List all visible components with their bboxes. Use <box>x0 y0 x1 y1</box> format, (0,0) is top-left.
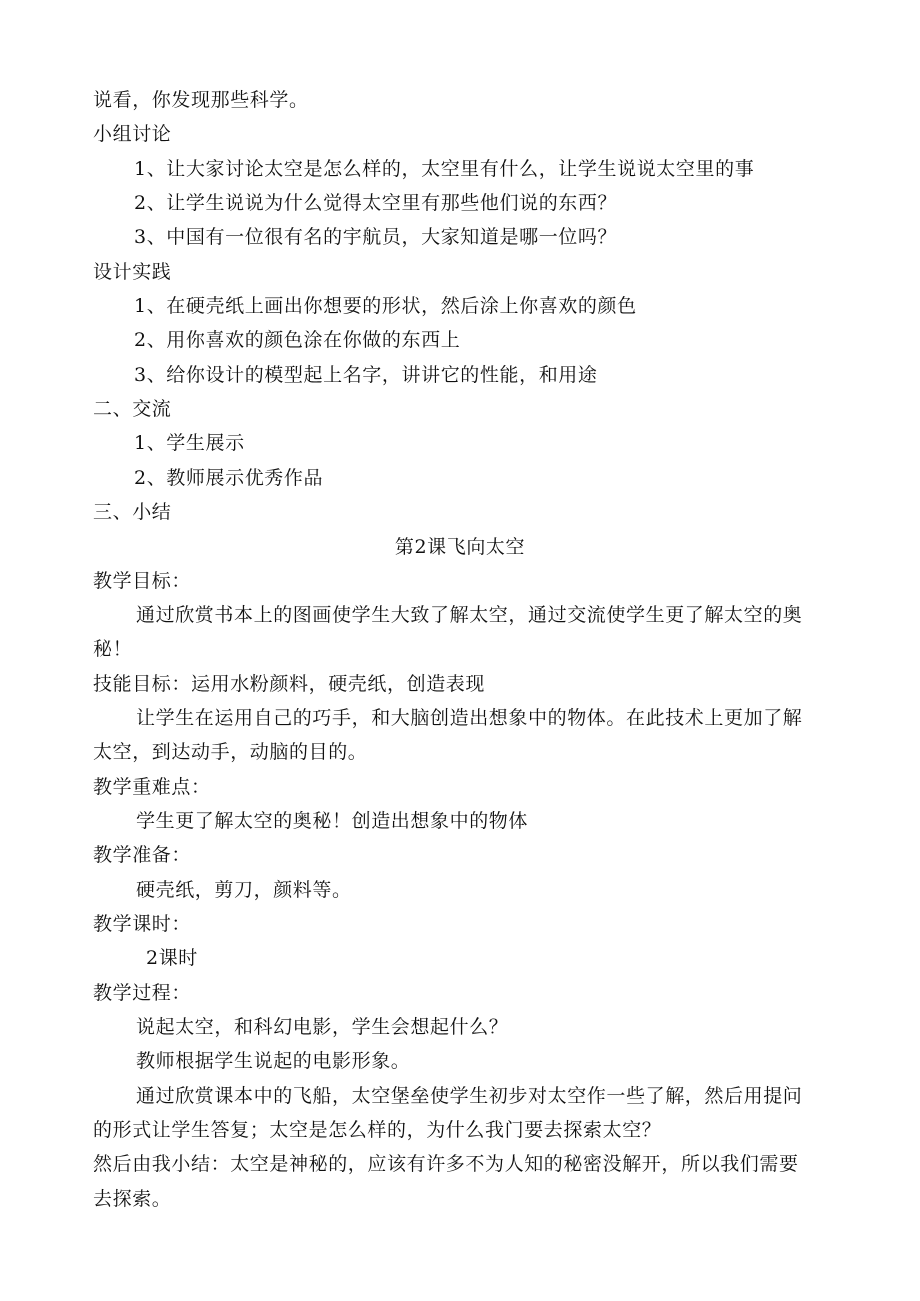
paragraph-line: 学生更了解太空的奥秘！创造出想象中的物体 <box>136 810 529 832</box>
paragraph-line: 然后由我小结：太空是神秘的，应该有许多不为人知的秘密没解开，所以我们需要 <box>93 1153 799 1175</box>
section-heading: 设计实践 <box>93 261 172 283</box>
paragraph-line: 硬壳纸，剪刀，颜料等。 <box>136 879 352 901</box>
list-item: 1、让大家讨论太空是怎么样的，太空里有什么，让学生说说太空里的事 <box>134 158 755 180</box>
section-heading: 教学准备： <box>93 844 192 866</box>
list-item: 2、让学生说说为什么觉得太空里有那些他们说的东西？ <box>134 192 618 214</box>
section-heading: 技能目标：运用水粉颜料，硬壳纸，创造表现 <box>93 673 486 695</box>
paragraph-line: 通过欣赏课本中的飞船，太空堡垒使学生初步对太空作一些了解，然后用提问 <box>136 1085 803 1107</box>
list-item: 3、中国有一位很有名的宇航员，大家知道是哪一位吗？ <box>134 226 618 248</box>
paragraph-line: 教师根据学生说起的电影形象。 <box>136 1050 411 1072</box>
paragraph-line: 的形式让学生答复；太空是怎么样的，为什么我门要去探索太空？ <box>93 1119 662 1141</box>
paragraph-line: 秘！ <box>93 638 133 660</box>
list-item: 3、给你设计的模型起上名字，讲讲它的性能，和用途 <box>134 364 598 386</box>
paragraph-line: 让学生在运用自己的巧手，和大脑创造出想象中的物体。在此技术上更加了解 <box>136 707 803 729</box>
list-item: 1、在硬壳纸上画出你想要的形状，然后涂上你喜欢的颜色 <box>134 295 637 317</box>
paragraph-line: 太空，到达动手，动脑的目的。 <box>93 741 368 763</box>
section-heading: 教学课时： <box>93 913 192 935</box>
lesson-title: 第2课飞向太空 <box>394 536 526 558</box>
list-item: 1、学生展示 <box>134 432 245 454</box>
paragraph-line: 通过欣赏书本上的图画使学生大致了解太空，通过交流使学生更了解太空的奥 <box>136 604 803 626</box>
section-heading: 二、交流 <box>93 398 172 420</box>
list-item: 2、教师展示优秀作品 <box>134 467 324 489</box>
paragraph-line: 说起太空，和科幻电影，学生会想起什么？ <box>136 1016 509 1038</box>
section-heading: 三、小结 <box>93 501 172 523</box>
paragraph-line: 去探索。 <box>93 1188 172 1210</box>
text-line: 说看，你发现那些科学。 <box>93 89 309 111</box>
section-heading: 教学重难点： <box>93 776 211 798</box>
section-heading: 小组讨论 <box>93 123 172 145</box>
list-item: 2、用你喜欢的颜色涂在你做的东西上 <box>134 329 461 351</box>
section-heading: 教学目标： <box>93 570 192 592</box>
paragraph-line: 2课时 <box>146 947 198 969</box>
section-heading: 教学过程： <box>93 982 192 1004</box>
